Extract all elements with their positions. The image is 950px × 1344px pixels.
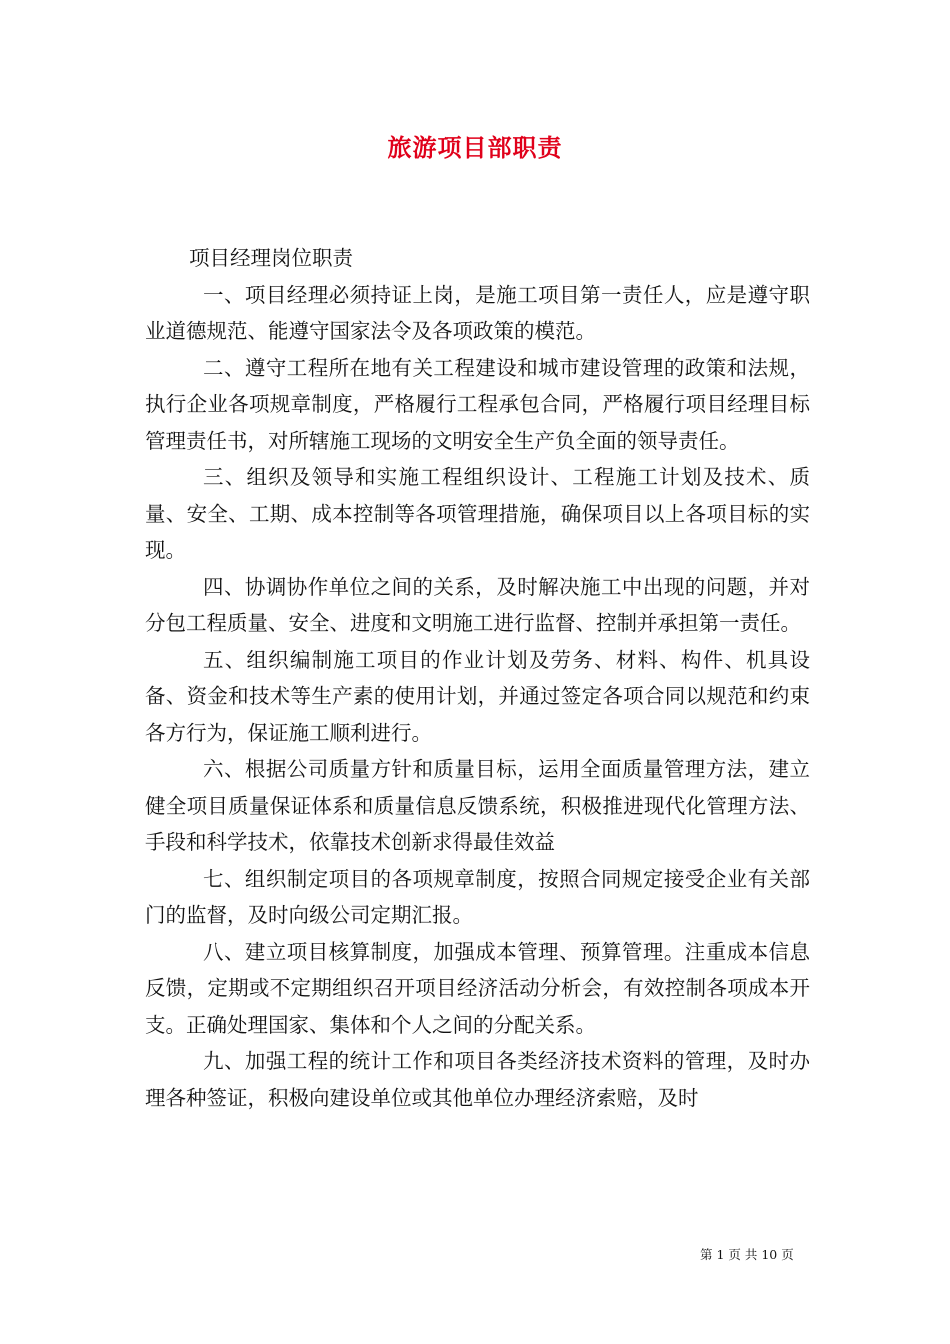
- document-title: 旅游项目部职责: [387, 133, 563, 162]
- paragraph-3: 三、组织及领导和实施工程组织设计、工程施工计划及技术、质量、安全、工期、成本控制等各项管理措施，确保项目以上各项目标的实现。: [145, 465, 810, 562]
- document-body: [145, 240, 810, 1116]
- paragraph-2: 二、遵守工程所在地有关工程建设和城市建设管理的政策和法规，执行企业各项规章制度，严格履行工程承包合同，严格履行项目经理目标管理责任书，对所辖施工现场的文明安全生产负全面的领导责任。: [145, 355, 810, 453]
- paragraph-6: 六、根据公司质量方针和质量目标，运用全面质量管理方法，建立健全项目质量保证体系和质量信息反馈系统，积极推进现代化管理方法、手段和科学技术，依靠技术创新求得最佳效益: [145, 757, 810, 854]
- section-subheading: 项目经理岗位职责: [189, 246, 353, 270]
- paragraph-7: 七、组织制定项目的各项规章制度，按照合同规定接受企业有关部门的监督，及时向级公司定期汇报。: [145, 866, 810, 927]
- paragraph-8: 八、建立项目核算制度，加强成本管理、预算管理。注重成本信息反馈，定期或不定期组织召开项目经济活动分析会，有效控制各项成本开支。正确处理国家、集体和个人之间的分配关系。: [145, 939, 810, 1037]
- paragraph-4: 四、协调协作单位之间的关系，及时解决施工中出现的问题，并对分包工程质量、安全、进度和文明施工进行监督、控制并承担第一责任。: [145, 574, 810, 635]
- paragraph-1: 一、项目经理必须持证上岗，是施工项目第一责任人，应是遵守职业道德规范、能遵守国家法令及各项政策的模范。: [145, 282, 810, 343]
- paragraph-5: 五、组织编制施工项目的作业计划及劳务、材料、构件、机具设备、资金和技术等生产素的使用计划，并通过签定各项合同以规范和约束各方行为，保证施工顺利进行。: [145, 647, 810, 745]
- page-number-footer: 第 1 页 共 10 页: [700, 1247, 794, 1262]
- paragraph-9: 九、加强工程的统计工作和项目各类经济技术资料的管理，及时办理各种签证，积极向建设单位或其他单位办理经济索赔，及时: [145, 1049, 810, 1110]
